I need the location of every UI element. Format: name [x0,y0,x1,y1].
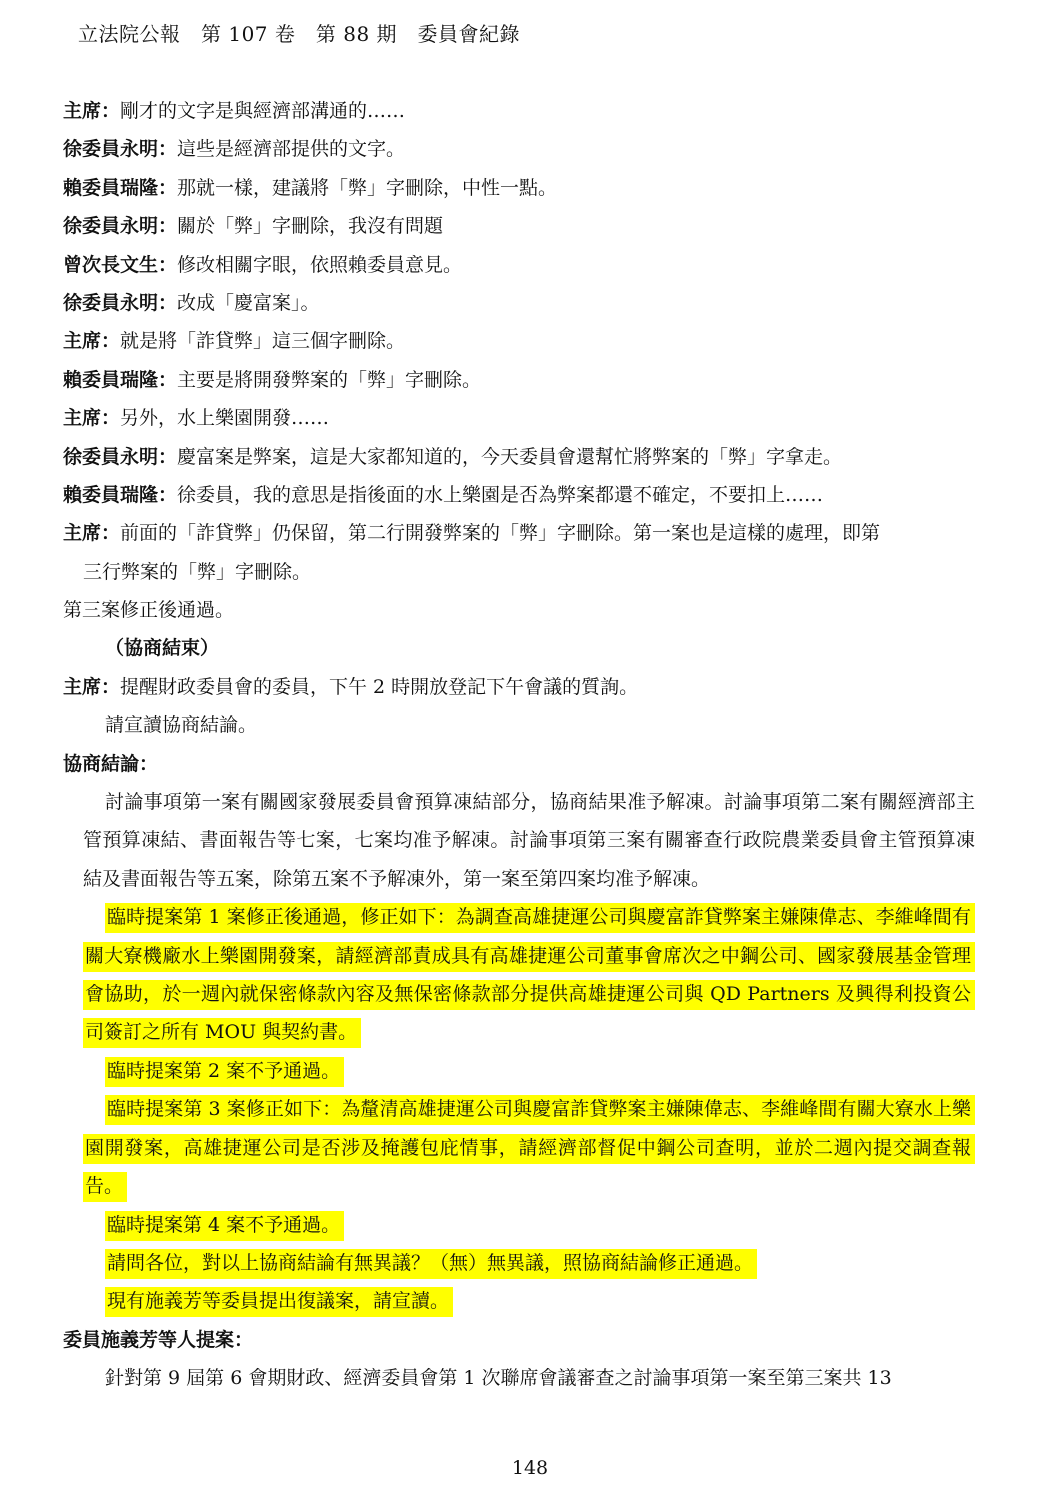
speech-text: 徐委員，我的意思是指後面的水上樂園是否為弊案都還不確定，不要扣上…… [177,483,824,506]
speaker-name: 主席： [63,522,121,545]
dialogue-line [63,668,975,706]
motion-4 [63,1206,975,1244]
proposal-text: 針對第 9 屆第 6 會期財政、經濟委員會第 1 次聯席會議審查之討論事項第一案至第三案共 13 [105,1367,892,1390]
speech-text: 就是將「詐貸弊」這三個字刪除。 [120,330,406,353]
speech-text: 前面的「詐貸弊」仍保留，第二行開發弊案的「弊」字刪除。第一案也是這樣的處理，即第 [120,522,881,545]
speech-text: 這些是經濟部提供的文字。 [177,138,406,161]
document-body [63,92,975,1398]
motion-2 [63,1052,975,1090]
third-case-result: 第三案修正後通過。 [63,599,235,622]
speech-text: 慶富案是弊案，這是大家都知道的，今天委員會還幫忙將弊案的「弊」字拿走。 [177,445,843,468]
page-header: 立法院公報 第 107 卷 第 88 期 委員會紀錄 [78,22,521,46]
dialogue-line [63,284,975,322]
read-request: 請宣讀協商結論。 [105,714,258,737]
speaker-name: 賴委員瑞隆： [63,483,178,506]
dialogue-line [63,207,975,245]
objection-query [63,1244,975,1282]
highlighted-text: 臨時提案第 3 案修正如下：為釐清高雄捷運公司與慶富詐貸弊案主嫌陳偉志、李維峰間有關大寮水上樂園開發案，高雄捷運公司是否涉及掩護包庇情事，請經濟部督促中鋼公司查明，並於二週內提交調查報告。 [83,1095,975,1202]
conclusion-paragraph: 討論事項第一案有關國家發展委員會預算凍結部分，協商結果准予解凍。討論事項第二案有關經濟部主管預算凍結、書面報告等七案，七案均准予解凍。討論事項第三案有關審查行政院農業委員會主管預算凍結及書面報告等五案，除第五案不予解凍外，第一案至第四案均准予解凍。 [83,791,975,890]
speaker-name: 徐委員永明： [63,138,178,161]
dialogue-line [63,476,975,514]
speaker-name: 主席： [63,330,121,353]
highlighted-text: 臨時提案第 4 案不予通過。 [105,1211,344,1241]
speaker-name: 賴委員瑞隆： [63,176,178,199]
speaker-name: 曾次長文生： [63,253,178,276]
speaker-name: 徐委員永明： [63,215,178,238]
dialogue-line [63,438,975,476]
highlighted-text: 請問各位，對以上協商結論有無異議？（無）無異議，照協商結論修正通過。 [105,1249,757,1279]
speaker-name: 賴委員瑞隆： [63,368,178,391]
page-number: 148 [511,1457,549,1479]
speech-text: 主要是將開發弊案的「弊」字刪除。 [177,368,482,391]
highlighted-text: 臨時提案第 1 案修正後通過，修正如下：為調查高雄捷運公司與慶富詐貸弊案主嫌陳偉志、李維峰間有關大寮機廠水上樂園開發案，請經濟部責成具有高雄捷運公司董事會席次之中鋼公司、國家發展基金管理會協助，於一週內就保密條款內容及無保密條款部分提供高雄捷運公司與 QD Partners 及興得利投資公司簽訂之所有 MOU 與契約書。 [83,903,975,1048]
dialogue-line [63,130,975,168]
reconsideration-note [63,1282,975,1320]
dialogue-line [63,92,975,130]
conclusion-heading: 協商結論： [63,752,159,775]
speaker-name: 主席： [63,407,121,430]
speech-text: 那就一樣，建議將「弊」字刪除，中性一點。 [177,176,558,199]
motion-1 [63,898,975,1052]
dialogue-line [63,169,975,207]
speech-text: 另外，水上樂園開發…… [120,407,330,430]
speaker-name: 徐委員永明： [63,445,178,468]
motion-3 [63,1090,975,1205]
highlighted-text: 臨時提案第 2 案不予通過。 [105,1057,344,1087]
speaker-name: 徐委員永明： [63,291,178,314]
speech-text: 關於「弊」字刪除，我沒有問題 [177,215,444,238]
speech-text: 剛才的文字是與經濟部溝通的…… [120,100,406,122]
proposal-heading: 委員施義芳等人提案： [63,1328,254,1351]
speaker-name: 主席： [63,675,121,698]
negotiation-end-note: （協商結束） [105,637,220,660]
speaker-name: 主席： [63,100,121,122]
dialogue-line [63,361,975,399]
dialogue-line [63,399,975,437]
dialogue-continuation: 三行弊案的「弊」字刪除。 [83,560,312,583]
dialogue-line [63,322,975,360]
dialogue-line [63,514,975,552]
speech-text: 修改相關字眼，依照賴委員意見。 [177,253,463,276]
speech-text: 改成「慶富案」。 [177,291,320,314]
dialogue-line [63,246,975,284]
speech-text: 提醒財政委員會的委員，下午 2 時開放登記下午會議的質詢。 [120,675,639,698]
highlighted-text: 現有施義芳等委員提出復議案，請宣讀。 [105,1287,453,1317]
